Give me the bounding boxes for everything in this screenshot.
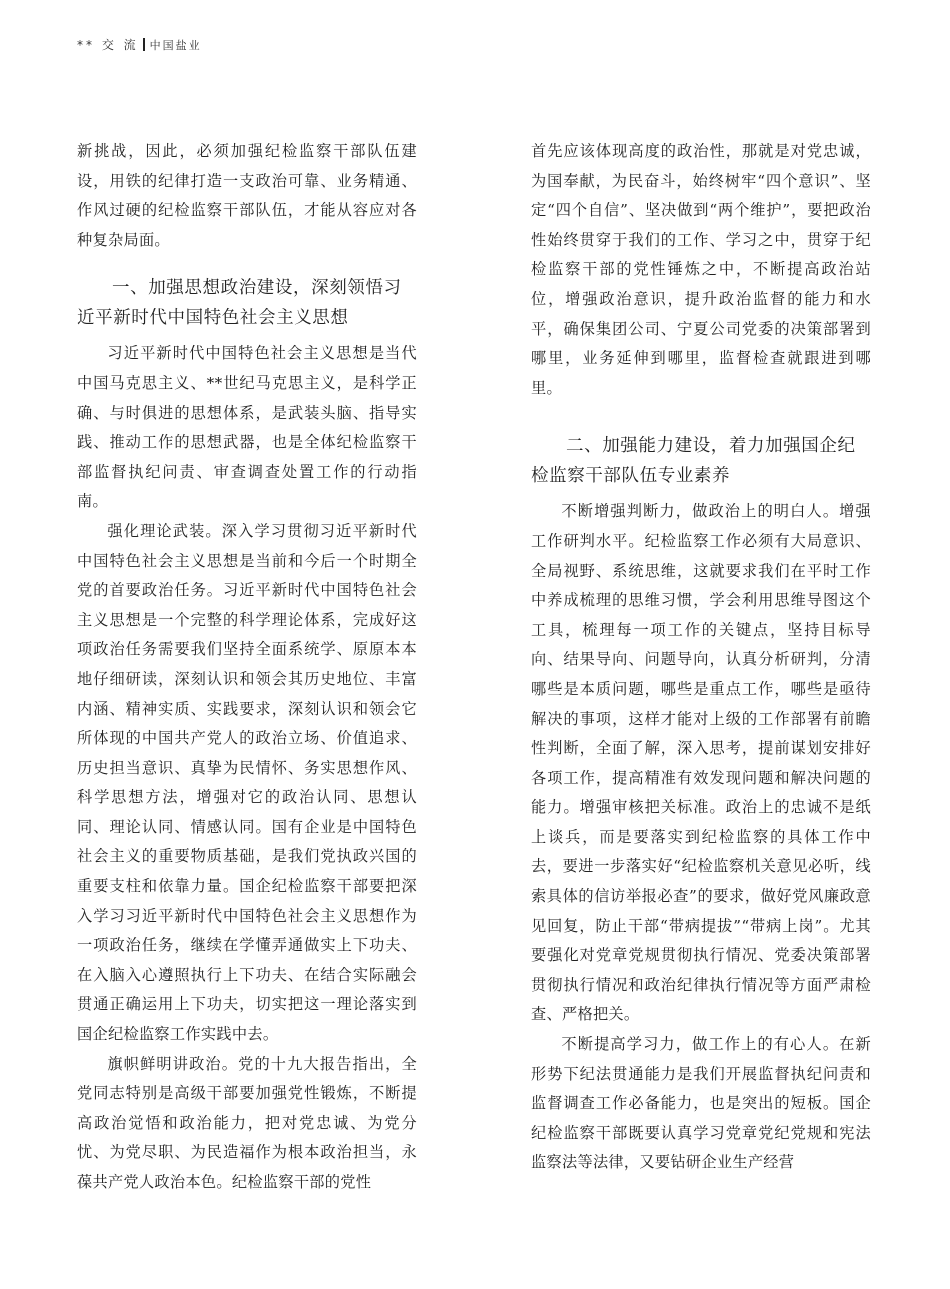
paragraph-1: 习近平新时代中国特色社会主义思想是当代中国马克思主义、**世纪马克思主义，是科学正确、与时俱进的思想体系，是武装头脑、指导实践、推动工作的思想武器，也是全体纪检监察干部监督执纪问责、审查调查处置工作的行动指南。: [77, 344, 417, 511]
paragraph-5: 不断提高学习力，做工作上的有心人。在新形势下纪法贯通能力是我们开展监督执纪问责和监督调查工作必备能力，也是突出的短板。国企纪检监察干部既要认真学习党章党纪党规和宪法监察法等法律，又要钻研企业生产经营: [531, 1035, 871, 1172]
running-header: [77, 36, 202, 53]
section-heading-1: 一、加强思想政治建设，深刻领悟习近平新时代中国特色社会主义思想: [77, 278, 402, 329]
intro-paragraph: 新挑战，因此，必须加强纪检监察干部队伍建设，用铁的纪律打造一支政治可靠、业务精通、作风过硬的纪检监察干部队伍，才能从容应对各种复杂局面。: [77, 142, 417, 249]
left-column: [77, 137, 417, 1198]
header-divider: [143, 38, 145, 51]
paragraph-3: 旗帜鲜明讲政治。党的十九大报告指出，全党同志特别是高级干部要加强党性锻炼，不断提高政治觉悟和政治能力，把对党忠诚、为党分忧、为党尽职、为民造福作为根本政治担当，永葆共产党人政治本色。纪检监察干部的党性: [77, 1054, 417, 1191]
right-column: [531, 137, 871, 1178]
section-heading-2: 二、加强能力建设，着力加强国企纪检监察干部队伍专业素养: [531, 436, 856, 487]
magazine-name: 中国盐业: [149, 39, 202, 52]
paragraph-4: 不断增强判断力，做政治上的明白人。增强工作研判水平。纪检监察工作必须有大局意识、全局视野、系统思维，这就要求我们在平时工作中养成梳理的思维习惯，学会利用思维导图这个工具，梳理每一项工作的关键点，坚持目标导向、结果导向、问题导向，认真分析研判，分清哪些是本质问题，哪些是重点工作，哪些是亟待解决的事项，这样才能对上级的工作部署有前瞻性判断，全面了解，深入思考，提前谋划安排好各项工作，提高精准有效发现问题和解决问题的能力。增强审核把关标准。政治上的忠诚不是纸上谈兵，而是要落实到纪检监察的具体工作中去，要进一步落实好“纪检监察机关意见必听，线索具体的信访举报必查”的要求，做好党风廉政意见回复，防止干部“带病提拔”“带病上岗”。尤其要强化对党章党规贯彻执行情况、党委决策部署贯彻执行情况和政治纪律执行情况等方面严肃检查、严格把关。: [531, 502, 871, 1024]
continued-paragraph: 首先应该体现高度的政治性，那就是对党忠诚，为国奉献，为民奋斗，始终树牢“四个意识”、坚定“四个自信”、坚决做到“两个维护”，要把政治性始终贯穿于我们的工作、学习之中，贯穿于纪检监察干部的党性锤炼之中，不断提高政治站位，增强政治意识，提升政治监督的能力和水平，确保集团公司、宁夏公司党委的决策部署到哪里，业务延伸到哪里，监督检查就跟进到哪里。: [531, 142, 871, 397]
header-marks: ** 交 流: [77, 38, 139, 52]
paragraph-2: 强化理论武装。深入学习贯彻习近平新时代中国特色社会主义思想是当前和今后一个时期全党的首要政治任务。习近平新时代中国特色社会主义思想是一个完整的科学理论体系，完成好这项政治任务需要我们坚持全面系统学、原原本本地仔细研读，深刻认识和领会其历史地位、丰富内涵、精神实质、实践要求，深刻认识和领会它所体现的中国共产党人的政治立场、价值追求、历史担当意识、真挚为民情怀、务实思想作风、科学思想方法，增强对它的政治认同、思想认同、理论认同、情感认同。国有企业是中国特色社会主义的重要物质基础，是我们党执政兴国的重要支柱和依靠力量。国企纪检监察干部要把深入学习习近平新时代中国特色社会主义思想作为一项政治任务，继续在学懂弄通做实上下功夫、在入脑入心遵照执行上下功夫、在结合实际融会贯通正确运用上下功夫，切实把这一理论落实到国企纪检监察工作实践中去。: [77, 521, 417, 1044]
